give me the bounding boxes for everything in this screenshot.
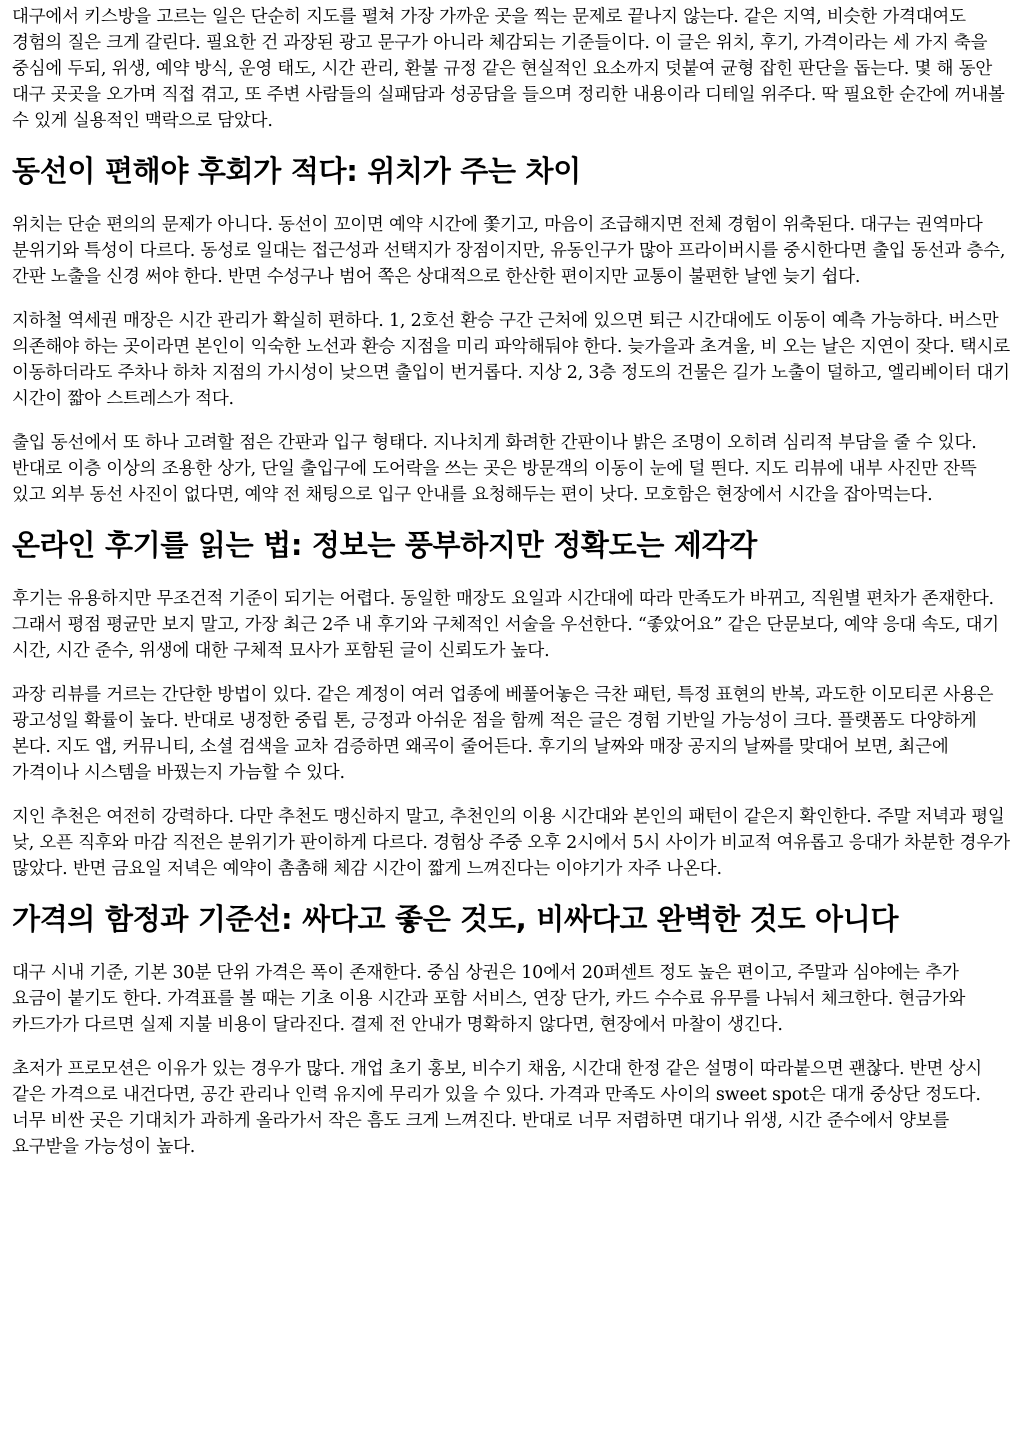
section-heading-reviews: 온라인 후기를 읽는 법: 정보는 풍부하지만 정확도는 제각각 — [12, 528, 758, 562]
section-heading-price: 가격의 함정과 기준선: 싸다고 좋은 것도, 비싸다고 완벽한 것도 아니다 — [12, 902, 899, 936]
paragraph: 지인 추천은 여전히 강력하다. 다만 추천도 맹신하지 말고, 추천인의 이용 시간대와 본인의 패턴이 같은지 확인한다. 주말 저녁과 평일 낮, 오픈 직후와 마감 직전은 분위기가 판이하게 다르다. 경험상 주중 오후 2시에서 5시 사이가 비교적 여유롭고 응대가 차분한 경우가 많았다. 반면 금요일 저녁은 예약이 촘촘해 체감 시간이 짧게 느껴진다는 이야기가 자주 나온다. — [12, 807, 1010, 879]
paragraph: 위치는 단순 편의의 문제가 아니다. 동선이 꼬이면 예약 시간에 쫓기고, 마음이 조급해지면 전체 경험이 위축된다. 대구는 권역마다 분위기와 특성이 다르다. 동성로 일대는 접근성과 선택지가 장점이지만, 유동인구가 많아 프라이버시를 중시한다면 출입 동선과 층수, 간판 노출을 신경 써야 한다. 반면 수성구나 범어 쪽은 상대적으로 한산한 편이지만 교통이 불편한 날엔 늦기 쉽다. — [12, 215, 1006, 287]
paragraph: 지하철 역세권 매장은 시간 관리가 확실히 편하다. 1, 2호선 환승 구간 근처에 있으면 퇴근 시간대에도 이동이 예측 가능하다. 버스만 의존해야 하는 곳이라면 본인이 익숙한 노선과 환승 지점을 미리 파악해둬야 한다. 늦가을과 초겨울, 비 오는 날은 지연이 잦다. 택시로 이동하더라도 주차나 하차 지점의 가시성이 낮으면 출입이 번거롭다. 지상 2, 3층 정도의 건물은 길가 노출이 덜하고, 엘리베이터 대기 시간이 짧아 스트레스가 적다. — [12, 311, 1010, 409]
intro-paragraph: 대구에서 키스방을 고르는 일은 단순히 지도를 펼쳐 가장 가까운 곳을 찍는 문제로 끝나지 않는다. 같은 지역, 비슷한 가격대여도 경험의 질은 크게 갈린다. 필요한 건 과장된 광고 문구가 아니라 체감되는 기준들이다. 이 글은 위치, 후기, 가격이라는 세 가지 축을 중심에 두되, 위생, 예약 방식, 운영 태도, 시간 관리, 환불 규정 같은 현실적인 요소까지 덧붙여 균형 잡힌 판단을 돕는다. 몇 해 동안 대구 곳곳을 오가며 직접 겪고, 또 주변 사람들의 실패담과 성공담을 들으며 정리한 내용이라 디테일 위주다. 딱 필요한 순간에 꺼내볼 수 있게 실용적인 맥락으로 담았다. — [12, 7, 1005, 131]
paragraph: 후기는 유용하지만 무조건적 기준이 되기는 어렵다. 동일한 매장도 요일과 시간대에 따라 만족도가 바뀌고, 직원별 편차가 존재한다. 그래서 평점 평균만 보지 말고, 가장 최근 2주 내 후기와 구체적인 서술을 우선한다. “좋았어요” 같은 단문보다, 예약 응대 속도, 대기 시간, 시간 준수, 위생에 대한 구체적 묘사가 포함된 글이 신뢰도가 높다. — [12, 589, 1000, 661]
paragraph: 과장 리뷰를 거르는 간단한 방법이 있다. 같은 계정이 여러 업종에 베풀어놓은 극찬 패턴, 특정 표현의 반복, 과도한 이모티콘 사용은 광고성일 확률이 높다. 반대로 냉정한 중립 톤, 긍정과 아쉬운 점을 함께 적은 글은 경험 기반일 가능성이 크다. 플랫폼도 다양하게 본다. 지도 앱, 커뮤니티, 소셜 검색을 교차 검증하면 왜곡이 줄어든다. 후기의 날짜와 매장 공지의 날짜를 맞대어 보면, 최근에 가격이나 시스템을 바꿨는지 가늠할 수 있다. — [12, 685, 994, 783]
paragraph: 초저가 프로모션은 이유가 있는 경우가 많다. 개업 초기 홍보, 비수기 채움, 시간대 한정 같은 설명이 따라붙으면 괜찮다. 반면 상시 같은 가격으로 내건다면, 공간 관리나 인력 유지에 무리가 있을 수 있다. 가격과 만족도 사이의 sweet spot은 대개 중상단 정도다. 너무 비싼 곳은 기대치가 과하게 올라가서 작은 흠도 크게 느껴진다. 반대로 너무 저렴하면 대기나 위생, 시간 준수에서 양보를 요구받을 가능성이 높다. — [12, 1059, 982, 1157]
paragraph: 대구 시내 기준, 기본 30분 단위 가격은 폭이 존재한다. 중심 상권은 10에서 20퍼센트 정도 높은 편이고, 주말과 심야에는 추가 요금이 붙기도 한다. 가격표를 볼 때는 기초 이용 시간과 포함 서비스, 연장 단가, 카드 수수료 유무를 나눠서 체크한다. 현금가와 카드가가 다르면 실제 지불 비용이 달라진다. 결제 전 안내가 명확하지 않다면, 현장에서 마찰이 생긴다. — [12, 963, 966, 1035]
paragraph: 출입 동선에서 또 하나 고려할 점은 간판과 입구 형태다. 지나치게 화려한 간판이나 밝은 조명이 오히려 심리적 부담을 줄 수 있다. 반대로 이층 이상의 조용한 상가, 단일 출입구에 도어락을 쓰는 곳은 방문객의 이동이 눈에 덜 띈다. 지도 리뷰에 내부 사진만 잔뜩 있고 외부 동선 사진이 없다면, 예약 전 채팅으로 입구 안내를 요청해두는 편이 낫다. 모호함은 현장에서 시간을 잡아먹는다. — [12, 433, 977, 505]
section-heading-location: 동선이 편해야 후회가 적다: 위치가 주는 차이 — [12, 154, 581, 188]
